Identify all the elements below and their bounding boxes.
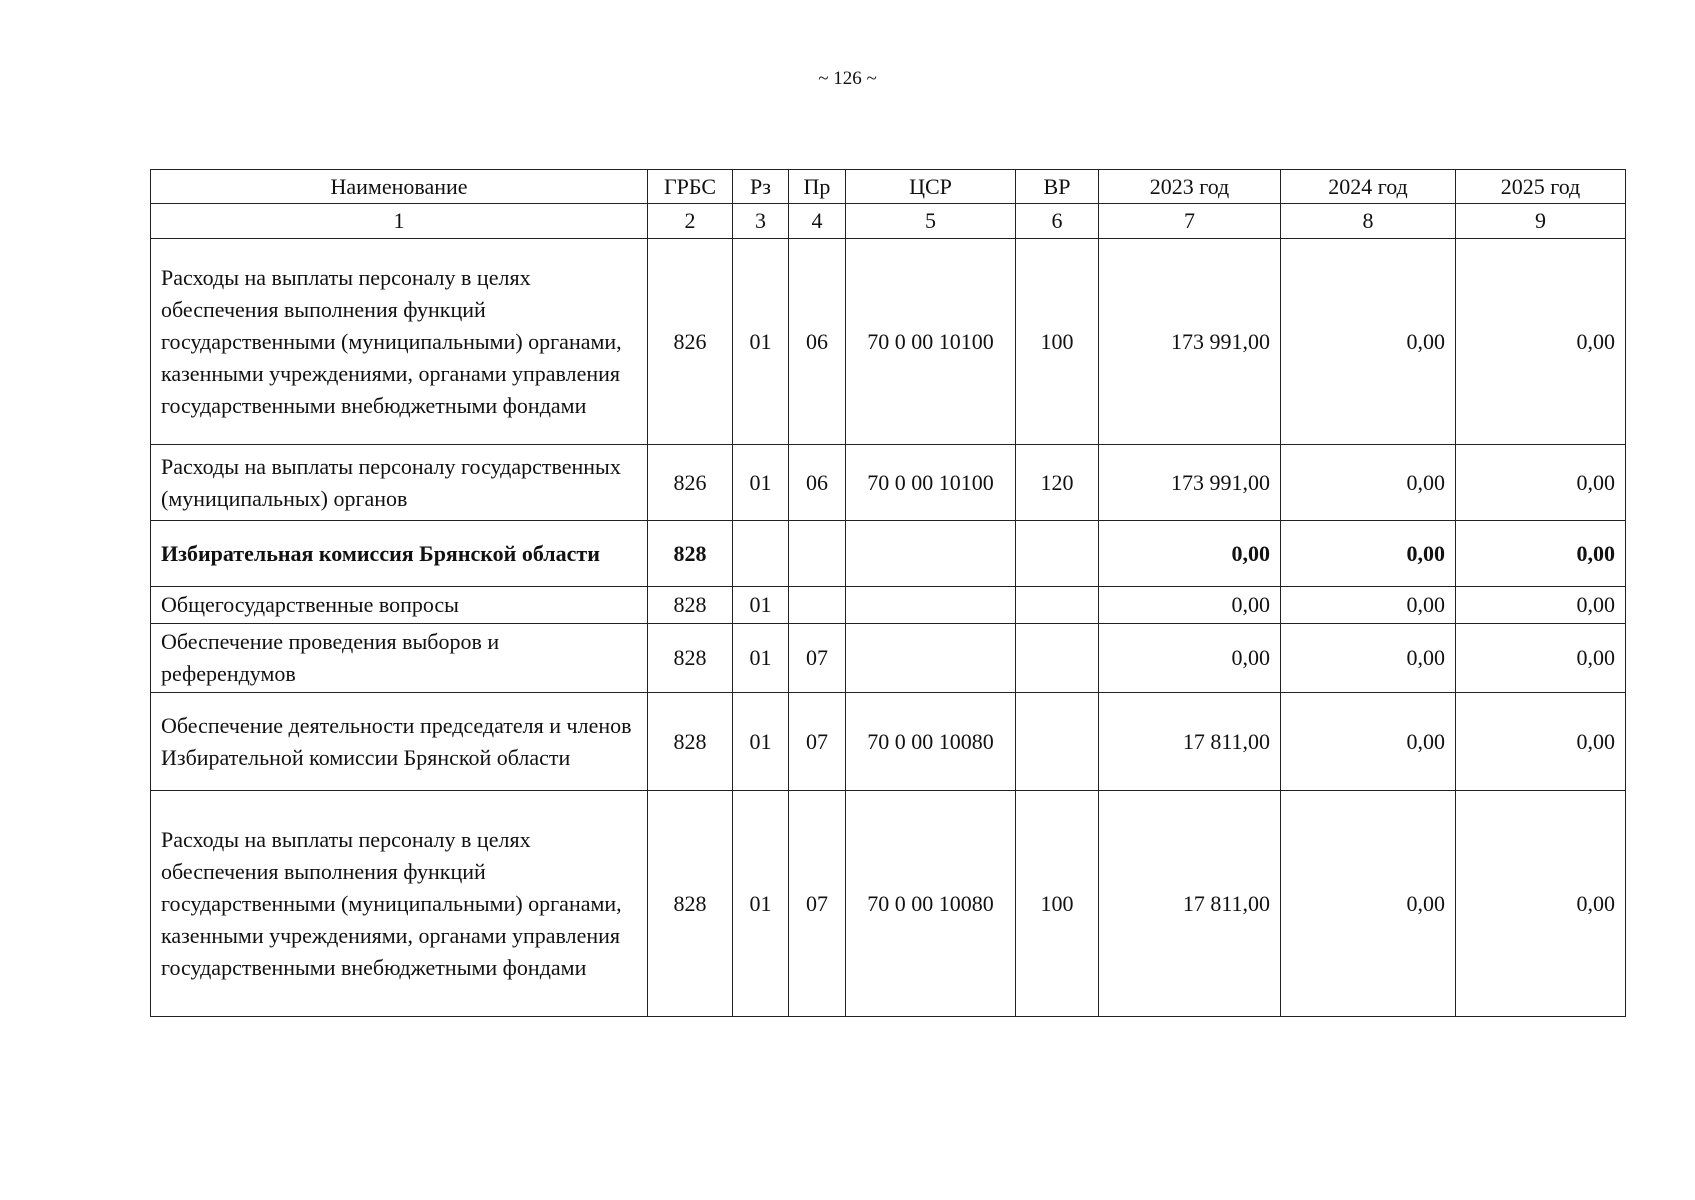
table-row [151,693,1626,791]
row-rz: 01 [733,587,789,624]
table-row [151,445,1626,521]
row-grbs: 826 [648,445,733,521]
row-rz [733,521,789,587]
row-name: Расходы на выплаты персоналу государственных (муниципальных) органов [151,445,648,521]
row-2024: 0,00 [1281,624,1456,693]
row-2023: 17 811,00 [1099,791,1281,1017]
row-name: Обеспечение проведения выборов и референдумов [151,624,648,693]
table-row [151,791,1626,1017]
row-2024: 0,00 [1281,239,1456,445]
column-numbers-row [151,204,1626,239]
row-pr [789,521,846,587]
row-vr [1016,521,1099,587]
row-2023: 0,00 [1099,587,1281,624]
row-grbs: 828 [648,693,733,791]
column-number: 3 [733,204,789,239]
row-rz: 01 [733,791,789,1017]
column-number: 4 [789,204,846,239]
row-rz: 01 [733,445,789,521]
header-name: Наименование [151,170,648,204]
row-2023: 17 811,00 [1099,693,1281,791]
row-rz: 01 [733,624,789,693]
row-grbs: 828 [648,521,733,587]
row-name: Обеспечение деятельности председателя и членов Избирательной комиссии Брянской области [151,693,648,791]
header-csr: ЦСР [846,170,1016,204]
row-2025: 0,00 [1456,624,1626,693]
row-csr [846,624,1016,693]
row-rz: 01 [733,693,789,791]
row-2025: 0,00 [1456,521,1626,587]
row-csr: 70 0 00 10080 [846,791,1016,1017]
budget-table [150,169,1626,1017]
row-pr [789,587,846,624]
row-2025: 0,00 [1456,445,1626,521]
row-csr [846,521,1016,587]
row-2023: 173 991,00 [1099,445,1281,521]
row-2024: 0,00 [1281,693,1456,791]
header-2023: 2023 год [1099,170,1281,204]
row-vr: 100 [1016,239,1099,445]
row-vr [1016,693,1099,791]
row-grbs: 828 [648,587,733,624]
row-grbs: 828 [648,791,733,1017]
row-2025: 0,00 [1456,693,1626,791]
row-2024: 0,00 [1281,521,1456,587]
table-row [151,521,1626,587]
row-2024: 0,00 [1281,587,1456,624]
row-vr [1016,587,1099,624]
header-grbs: ГРБС [648,170,733,204]
row-vr: 120 [1016,445,1099,521]
row-pr: 07 [789,791,846,1017]
row-name: Избирательная комиссия Брянской области [151,521,648,587]
row-vr [1016,624,1099,693]
row-2023: 173 991,00 [1099,239,1281,445]
row-pr: 06 [789,445,846,521]
row-rz: 01 [733,239,789,445]
header-pr: Пр [789,170,846,204]
table-row [151,624,1626,693]
row-name: Расходы на выплаты персоналу в целях обеспечения выполнения функций государственными (муниципальными) органами, казенными учреждениями, органами управления государственными внебюджетными фондами [151,239,648,445]
table-row [151,587,1626,624]
row-2024: 0,00 [1281,791,1456,1017]
header-rz: Рз [733,170,789,204]
row-pr: 06 [789,239,846,445]
column-number: 1 [151,204,648,239]
row-pr: 07 [789,693,846,791]
row-csr: 70 0 00 10100 [846,445,1016,521]
column-number: 8 [1281,204,1456,239]
row-csr: 70 0 00 10100 [846,239,1016,445]
row-csr [846,587,1016,624]
page-number: ~ 126 ~ [818,68,877,89]
table-row [151,239,1626,445]
column-number: 7 [1099,204,1281,239]
column-number: 5 [846,204,1016,239]
row-pr: 07 [789,624,846,693]
row-2023: 0,00 [1099,521,1281,587]
header-vr: ВР [1016,170,1099,204]
row-2024: 0,00 [1281,445,1456,521]
column-number: 9 [1456,204,1626,239]
row-grbs: 828 [648,624,733,693]
row-2025: 0,00 [1456,791,1626,1017]
row-name: Общегосударственные вопросы [151,587,648,624]
column-number: 6 [1016,204,1099,239]
row-vr: 100 [1016,791,1099,1017]
row-name: Расходы на выплаты персоналу в целях обеспечения выполнения функций государственными (муниципальными) органами, казенными учреждениями, органами управления государственными внебюджетными фондами [151,791,648,1017]
row-2023: 0,00 [1099,624,1281,693]
row-grbs: 826 [648,239,733,445]
column-number: 2 [648,204,733,239]
header-2024: 2024 год [1281,170,1456,204]
header-2025: 2025 год [1456,170,1626,204]
row-2025: 0,00 [1456,239,1626,445]
row-csr: 70 0 00 10080 [846,693,1016,791]
header-row [151,170,1626,204]
row-2025: 0,00 [1456,587,1626,624]
